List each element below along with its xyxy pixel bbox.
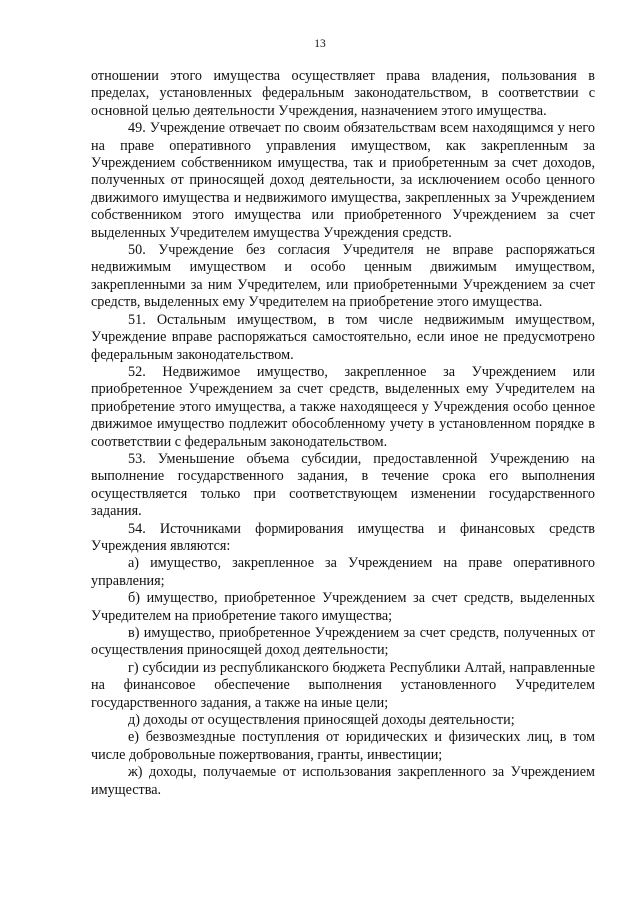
- document-body: [91, 68, 595, 799]
- list-item-e: е) безвозмездные поступления от юридических и физических лиц, в том числе добровольные пожертвования, гранты, инвестиции;: [91, 729, 595, 763]
- list-item-a: а) имущество, закрепленное за Учреждением на праве оперативного управления;: [91, 555, 595, 589]
- paragraph-51: 51. Остальным имуществом, в том числе недвижимым имуществом, Учреждение вправе распоряжаться самостоятельно, если иное не предусмотрено федеральным законодательством.: [91, 311, 595, 363]
- list-item-zh: ж) доходы, получаемые от использования закрепленного за Учреждением имущества.: [91, 764, 595, 798]
- paragraph-50: 50. Учреждение без согласия Учредителя не вправе распоряжаться недвижимым имуществом и особо ценным движимым имуществом, закрепленными за ним Учредителем, или приобретенными Учреждением за счет средств, выделенных ему Учредителем на приобретение этого имущества.: [91, 242, 595, 311]
- list-item-b: б) имущество, приобретенное Учреждением за счет средств, выделенных Учредителем на приобретение такого имущества;: [91, 590, 595, 624]
- paragraph-49: 49. Учреждение отвечает по своим обязательствам всем находящимся у него на праве оперативного управления имуществом, как закрепленным за Учреждением собственником имущества, так и приобретенным за счет доходов, полученных от приносящей доход деятельности, за исключением особо ценного движимого имущества и недвижимого имущества, закрепленных за Учреждением собственником этого имущества или приобретенного Учреждением за счет выделенных Учредителем имущества Учреждения средств.: [91, 120, 595, 241]
- list-item-d: д) доходы от осуществления приносящей доходы деятельности;: [128, 712, 515, 729]
- page-number: 13: [314, 38, 326, 50]
- paragraph-continuation: отношении этого имущества осуществляет права владения, пользования в пределах, установленных федеральным законодательством, в соответствии с основной целью деятельности Учреждения, назначением этого имущества.: [91, 68, 595, 119]
- paragraph-54: 54. Источниками формирования имущества и финансовых средств Учреждения являются:: [91, 520, 595, 554]
- paragraph-53: 53. Уменьшение объема субсидии, предоставленной Учреждению на выполнение государственного задания, в течение срока его выполнения осуществляется только при соответствующем изменении государственного задания.: [91, 450, 595, 520]
- list-item-v: в) имущество, приобретенное Учреждением за счет средств, полученных от осуществления приносящей доход деятельности;: [91, 625, 595, 659]
- paragraph-52: 52. Недвижимое имущество, закрепленное за Учреждением или приобретенное Учреждением за счет средств, выделенных ему Учредителем на приобретение этого имущества, а также находящееся у Учреждения особо ценное движимое имущество подлежит обособленному учету в установленном порядке в соответствии с федеральным законодательством.: [91, 363, 595, 450]
- list-item-g: г) субсидии из республиканского бюджета Республики Алтай, направленные на финансовое обеспечение выполнения установленного Учредителем государственного задания, а также на иные цели;: [91, 659, 595, 711]
